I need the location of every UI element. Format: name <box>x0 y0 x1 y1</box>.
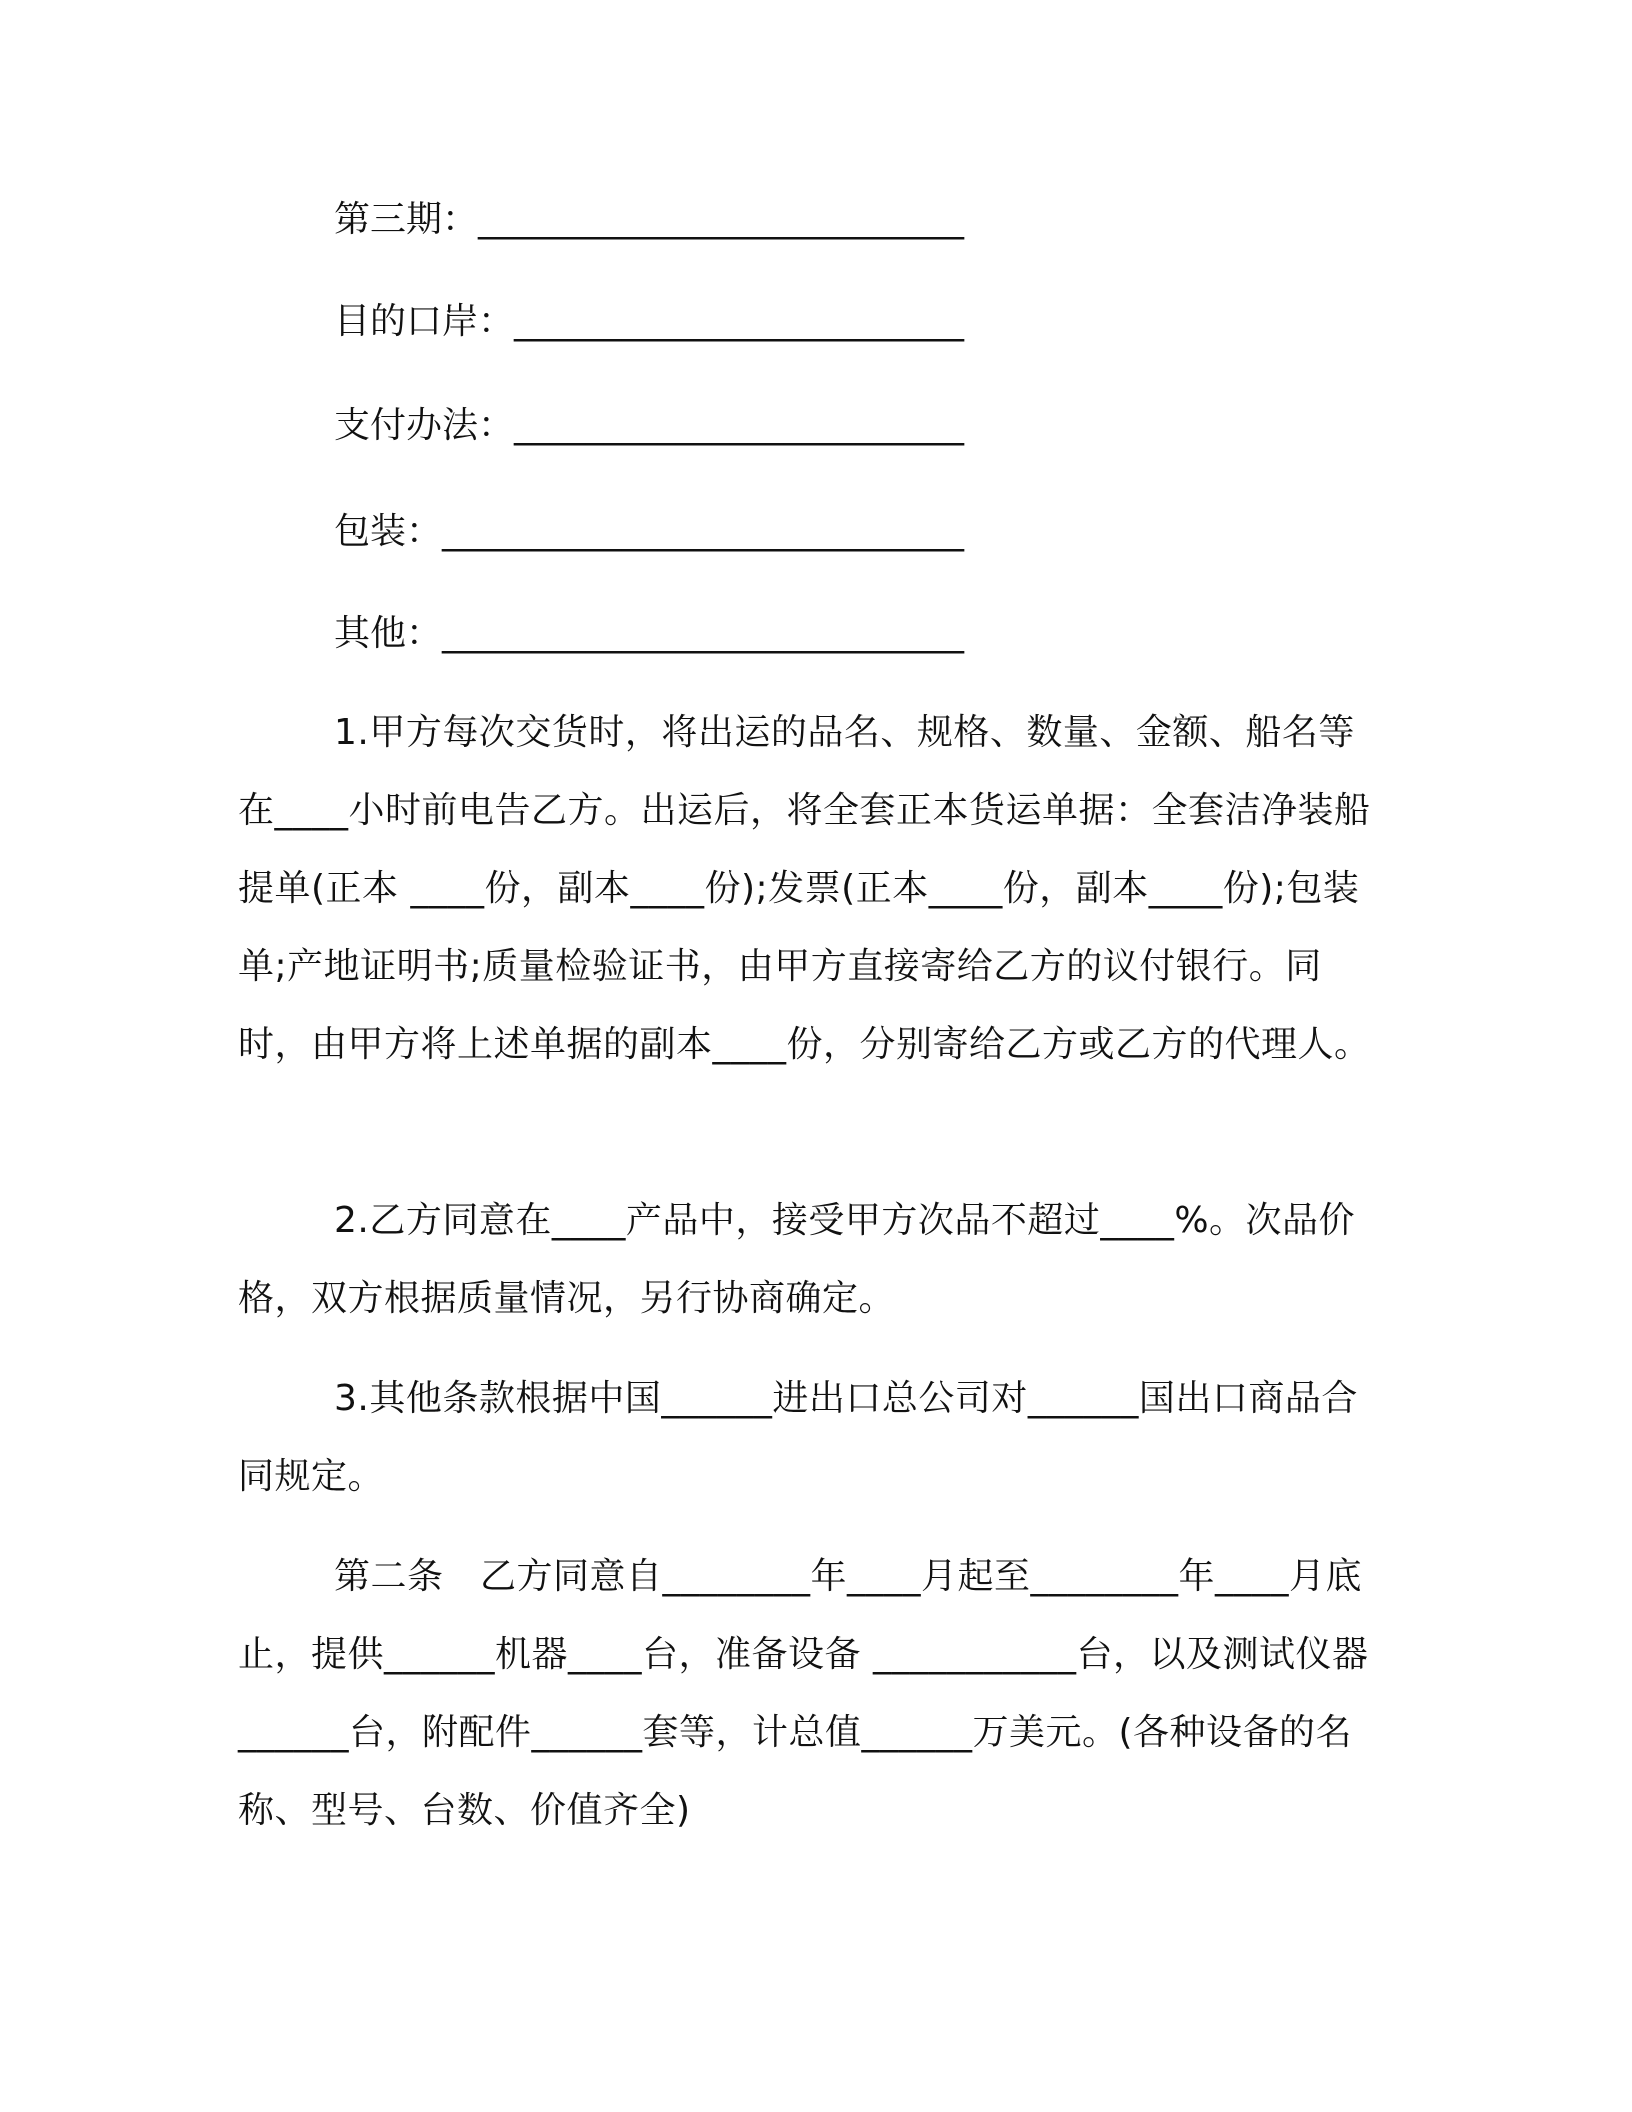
field-other <box>334 610 964 658</box>
field-label: 其他： <box>334 613 443 654</box>
field-blank: _____________________________ <box>442 613 965 654</box>
paragraph-other-terms: 3.其他条款根据中国______进出口总公司对______国出口商品合同规定。 <box>238 1378 1358 1497</box>
paragraph-delivery-notice: 1.甲方每次交货时，将出运的品名、规格、数量、金额、船名等在____小时前电告乙方。出运后，将全套正本货运单据：全套洁净装船提单(正本 ____份，副本____份);发票(正本____份，副本____份);包装单;产地证明书;质量检验证书，由甲方直接寄给乙方的议付银行。同时，由甲方将上述单据的副本____份，分别寄给乙方或乙方的代理人。 <box>238 712 1371 1065</box>
field-label: 支付办法： <box>334 405 515 446</box>
paragraph-article-two: 第二条 乙方同意自________年____月起至________年____月底止，提供______机器____台，准备设备 ___________台，以及测试仪器______台，附配件______套等，计总值______万美元。(各种设备的名称、型号、台数、价值齐全) <box>238 1556 1369 1831</box>
field-label: 包装： <box>334 511 443 552</box>
field-packaging <box>334 508 964 556</box>
field-payment-method <box>334 402 964 450</box>
field-blank: _________________________ <box>514 405 965 446</box>
field-blank: _____________________________ <box>442 511 965 552</box>
field-blank: ___________________________ <box>478 199 965 240</box>
field-third-installment <box>334 196 964 244</box>
field-label: 第三期： <box>334 199 479 240</box>
paragraph-defect-acceptance: 2.乙方同意在____产品中，接受甲方次品不超过____%。次品价格，双方根据质量情况，另行协商确定。 <box>238 1200 1356 1319</box>
field-blank: _________________________ <box>514 301 965 342</box>
field-label: 目的口岸： <box>334 301 515 342</box>
field-destination-port <box>334 298 964 346</box>
